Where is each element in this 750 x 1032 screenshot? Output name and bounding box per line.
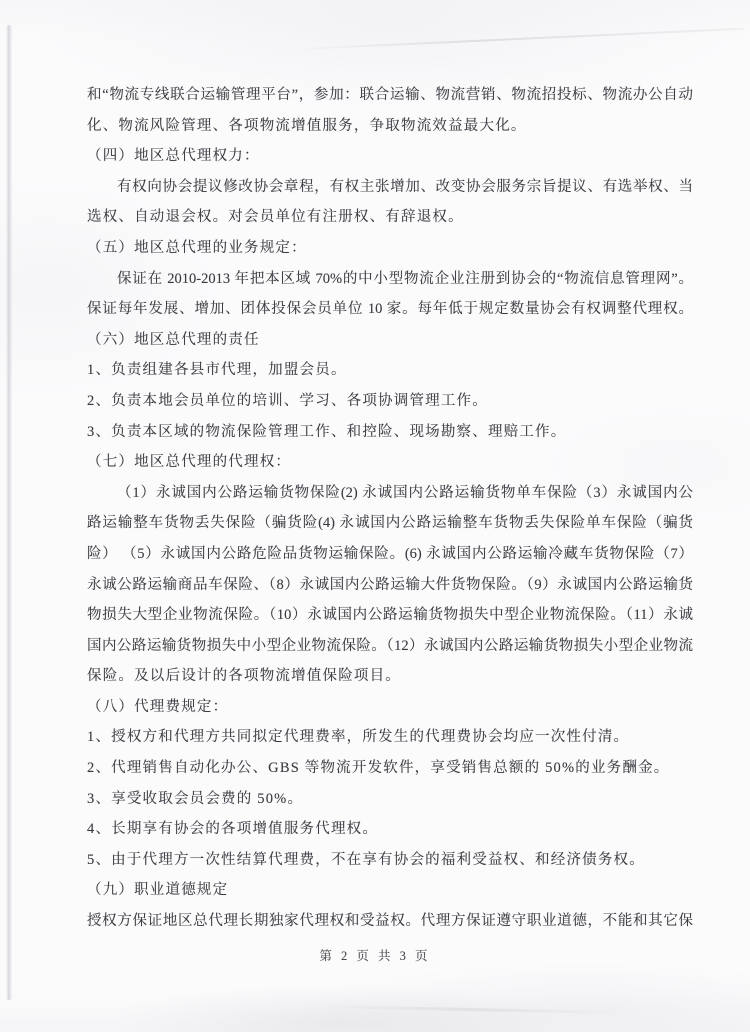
document-line: 化、物流风险管理、各项物流增值服务，争取物流效益最大化。 [87,117,527,134]
document-line: 国内公路运输货物损失中小型企业物流保险。（12）永诚国内公路运输货物损失小型企业物流 [87,637,693,654]
document-line: 保证在 2010-2013 年把本区域 70%的中小型物流企业注册到协会的“物流信息管理网”。 [117,270,693,287]
section-heading: （四）地区总代理权力： [87,148,260,165]
section-heading: （九）职业道德规定 [87,882,229,899]
scan-edge-shadow [6,25,12,1000]
section-heading: （七）地区总代理的代理权： [87,454,292,471]
document-line: 3、享受收取会员会费的 50%。 [87,790,304,807]
document-body [87,80,693,937]
document-line: 保证每年发展、增加、团体投保会员单位 10 家。每年低于规定数量协会有权调整代理权。 [87,301,693,318]
section-heading: （六）地区总代理的责任 [87,331,260,348]
document-line: 永诚公路运输商品车保险、（8）永诚国内公路运输大件货物保险。（9）永诚国内公路运输货 [87,576,693,593]
document-line: 选权、自动退会权。对会员单位有注册权、有辞退权。 [87,209,464,226]
document-line: 5、由于代理方一次性结算代理费，不在享有协会的福利受益权、和经济债务权。 [87,851,645,868]
document-line: 和“物流专线联合运输管理平台”，参加：联合运输、物流营销、物流招投标、物流办公自动 [87,87,693,103]
document-line: 有权向协会提议修改协会章程，有权主张增加、改变协会服务宗旨提议、有选举权、当 [117,178,693,195]
document-line: 物损失大型企业物流保险。（10）永诚国内公路运输货物损失中型企业物流保险。（11）永诚 [87,607,693,624]
document-line: （1）永诚国内公路运输货物保险(2) 永诚国内公路运输货物单车保险（3）永诚国内公 [117,484,693,501]
document-line: 1、授权方和代理方共同拟定代理费率，所发生的代理费协会均应一次性付清。 [87,729,630,746]
scan-crease-top [290,28,745,51]
scan-crease-bottom [320,1005,620,1014]
document-line: 2、代理销售自动化办公、GBS 等物流开发软件，享受销售总额的 50%的业务酬金。 [87,760,670,777]
document-line: 险） （5）永诚国内公路危险品货物运输保险。(6) 永诚国内公路运输冷藏车货物保险（7） [87,545,693,562]
document-line: 授权方保证地区总代理长期独家代理权和受益权。代理方保证遵守职业道德，不能和其它保 [87,913,693,930]
document-line: 4、长期享有协会的各项增值服务代理权。 [87,821,379,838]
page-number-footer: 第 2 页 共 3 页 [319,949,431,963]
document-line: 2、负责本地会员单位的培训、学习、各项协调管理工作。 [87,392,488,409]
section-heading: （五）地区总代理的业务规定： [87,239,307,256]
document-line: 3、负责本区域的物流保险管理工作、和控险、现场勘察、理赔工作。 [87,423,567,440]
section-heading: （八）代理费规定： [87,698,229,715]
document-line: 保险。及以后设计的各项物流增值保险项目。 [87,668,401,685]
document-line: 1、负责组建各县市代理，加盟会员。 [87,362,347,379]
document-line: 路运输整车货物丢失保险（骗货险(4) 永诚国内公路运输整车货物丢失保险单车保险（骗货 [87,515,693,532]
